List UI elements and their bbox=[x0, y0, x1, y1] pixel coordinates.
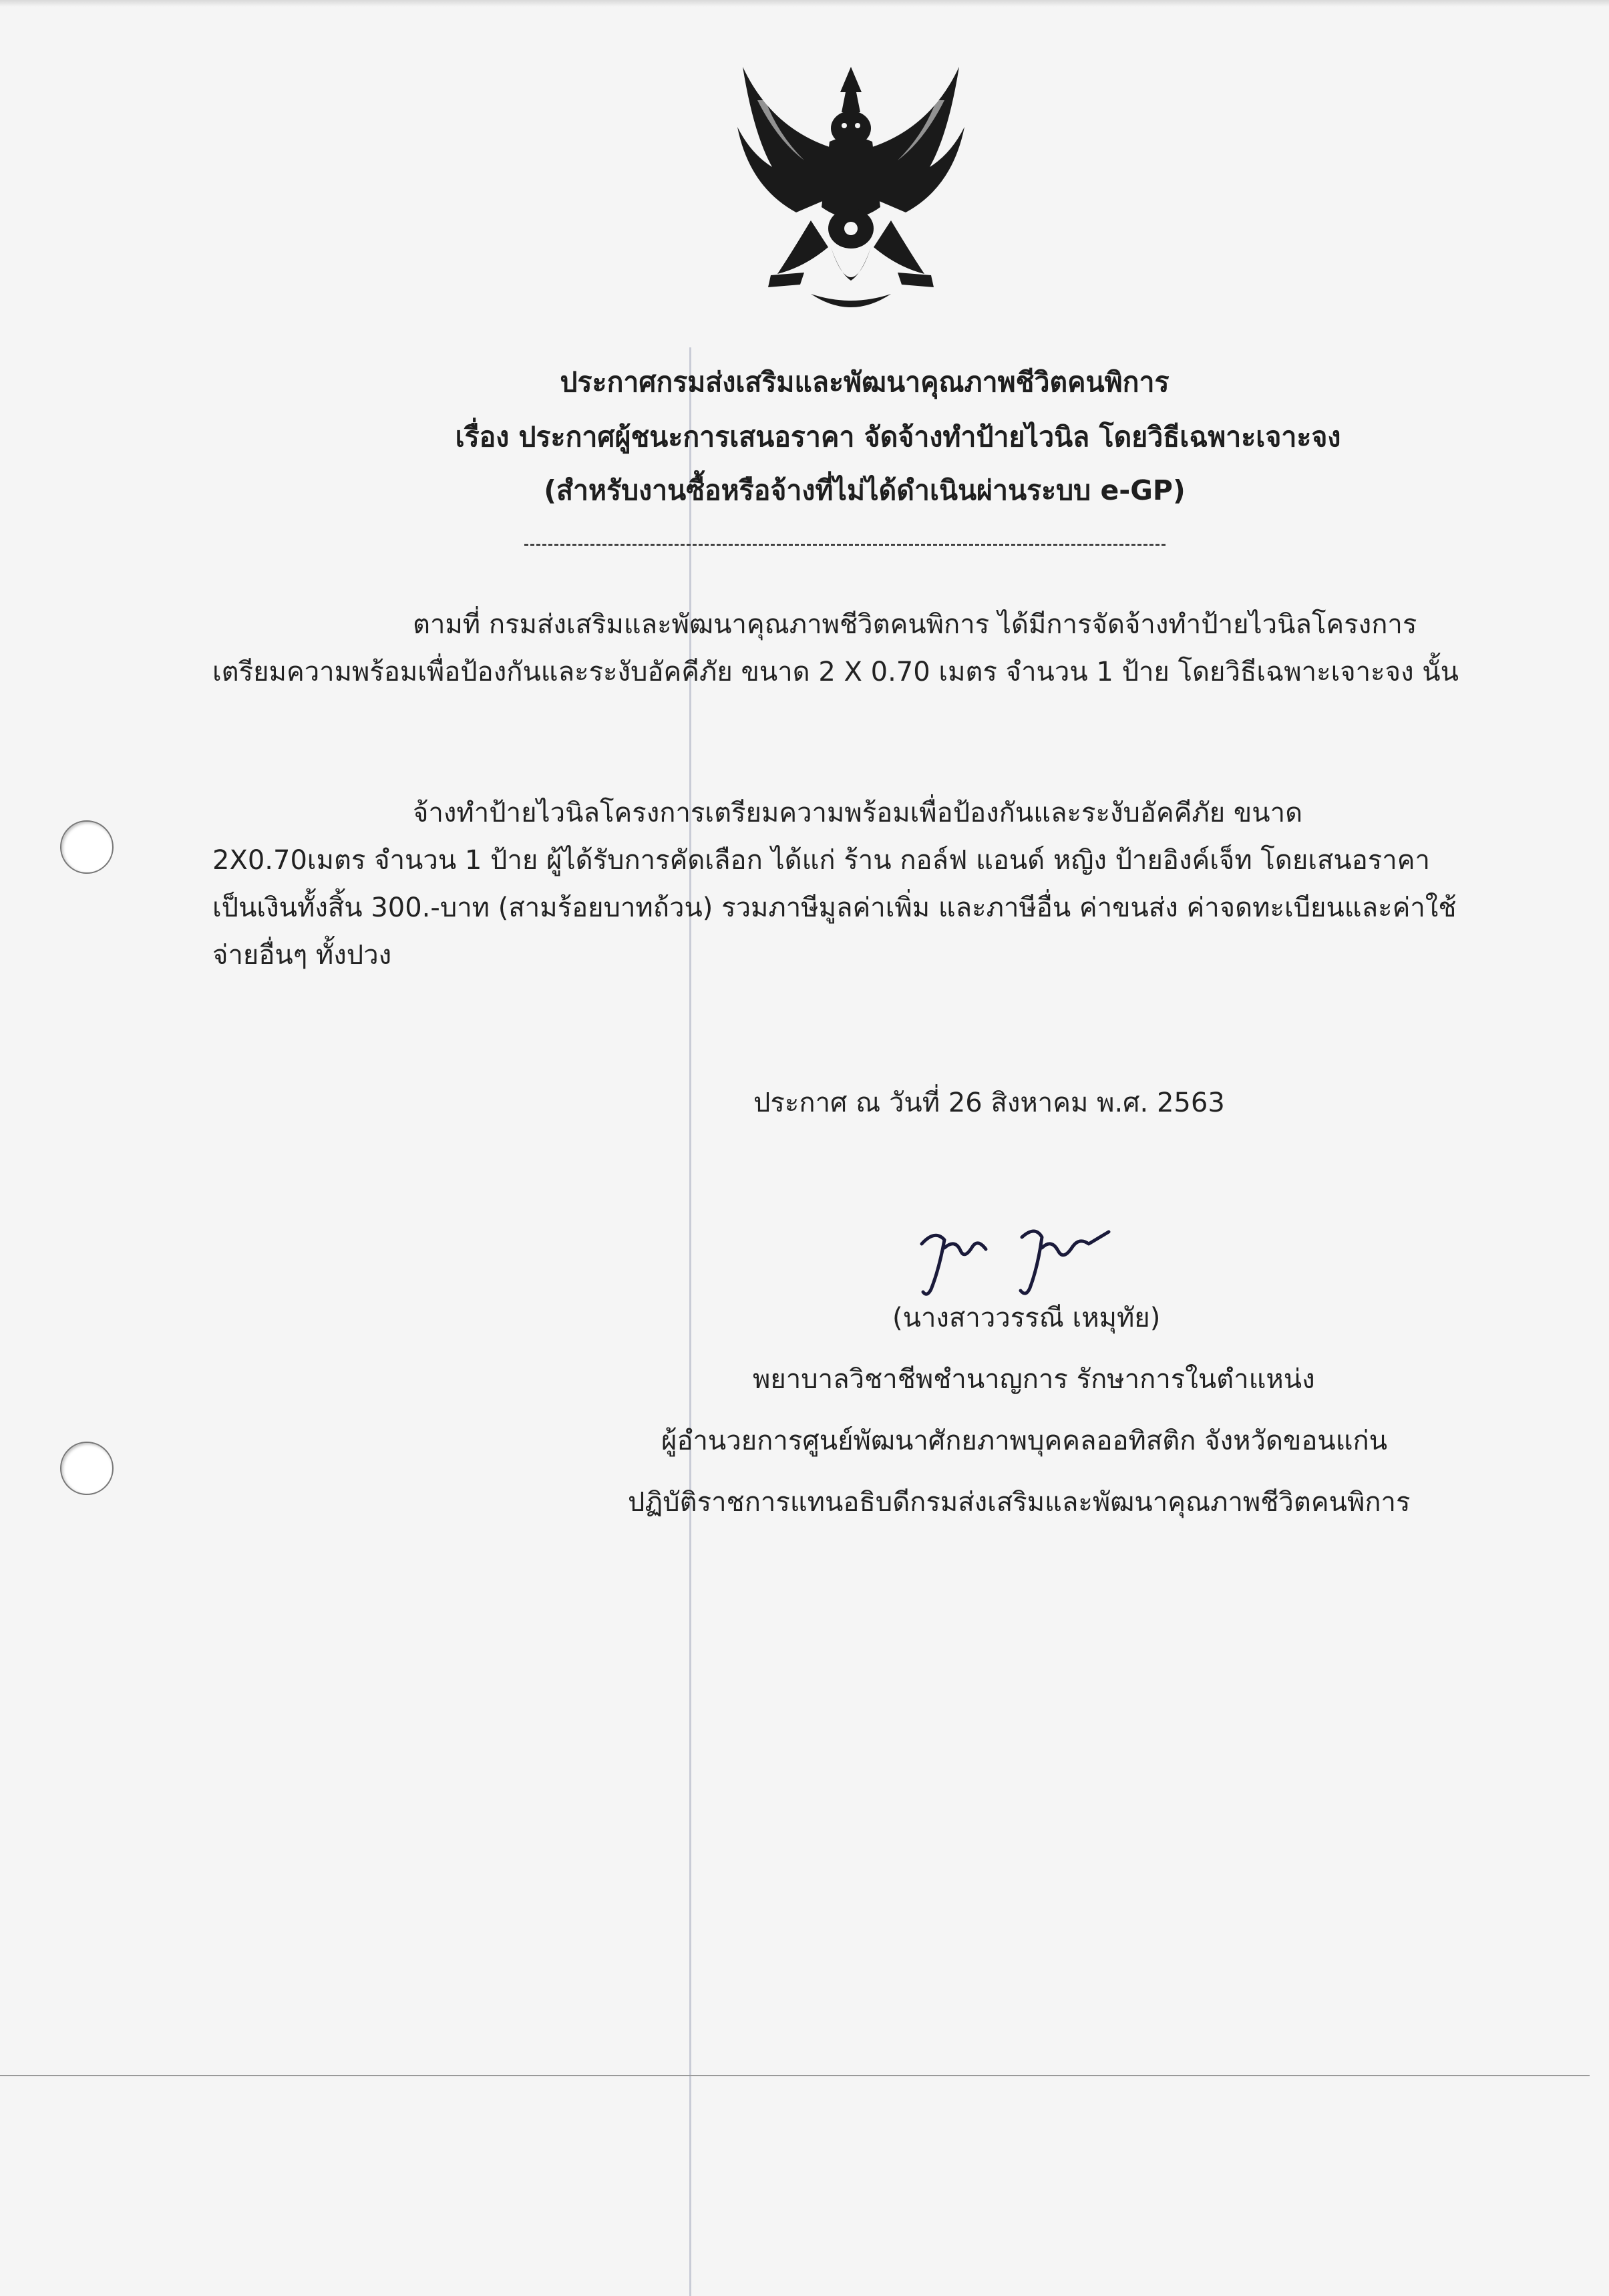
signer-position-2: ผู้อำนวยการศูนย์พัฒนาศักยภาพบุคคลออทิสติก จังหวัดขอนแก่น bbox=[661, 1426, 1388, 1456]
bottom-edge-line bbox=[0, 2075, 1590, 2076]
scan-edge-shadow bbox=[0, 0, 1609, 7]
paragraph-background bbox=[212, 601, 1461, 696]
garuda-emblem-icon bbox=[731, 53, 971, 321]
dashed-divider bbox=[524, 544, 1166, 546]
signer-position-3: ปฏิบัติราชการแทนอธิบดีกรมส่งเสริมและพัฒนาคุณภาพชีวิตคนพิการ bbox=[628, 1487, 1411, 1518]
paragraph-winner-text: จ้างทำป้ายไวนิลโครงการเตรียมความพร้อมเพื่อป้องกันและระงับอัคคีภัย ขนาด 2X0.70เมตร จำนวน 1 ป้าย ผู้ได้รับการคัดเลือก ได้แก่ ร้าน กอล์ฟ แอนด์ หญิง ป้ายอิงค์เจ็ท โดยเสนอราคา เป็นเงินทั้งสิ้น 300.-บาท (สามร้อยบาทถ้วน) รวมภาษีมูลค่าเพิ่ม และภาษีอื่น ค่าขนส่ง ค่าจดทะเบียนและค่าใช้จ่ายอื่นๆ ทั้งปวง bbox=[212, 798, 1457, 971]
handwritten-signature bbox=[908, 1209, 1122, 1309]
announce-date: ประกาศ ณ วันที่ 26 สิงหาคม พ.ศ. 2563 bbox=[753, 1088, 1225, 1118]
punch-hole-top bbox=[60, 820, 114, 874]
signer-position-1: พยาบาลวิชาชีพชำนาญการ รักษาการในตำแหน่ง bbox=[753, 1364, 1315, 1395]
heading-title: ประกาศกรมส่งเสริมและพัฒนาคุณภาพชีวิตคนพิการ bbox=[560, 366, 1170, 398]
punch-hole-bottom bbox=[60, 1442, 114, 1495]
heading-note: (สำหรับงานซื้อหรือจ้างที่ไม่ได้ดำเนินผ่านระบบ e-GP) bbox=[544, 474, 1186, 506]
paragraph-background-text: ตามที่ กรมส่งเสริมและพัฒนาคุณภาพชีวิตคนพิการ ได้มีการจัดจ้างทำป้ายไวนิลโครงการเตรียมความพร้อมเพื่อป้องกันและระงับอัคคีภัย ขนาด 2 X 0.70 เมตร จำนวน 1 ป้าย โดยวิธีเฉพาะเจาะจง นั้น bbox=[212, 609, 1459, 687]
heading-subject: เรื่อง ประกาศผู้ชนะการเสนอราคา จัดจ้างทำป้ายไวนิล โดยวิธีเฉพาะเจาะจง bbox=[455, 421, 1341, 453]
signer-name: (นางสาววรรณี เหมุทัย) bbox=[892, 1303, 1161, 1333]
paragraph-winner bbox=[212, 790, 1461, 979]
